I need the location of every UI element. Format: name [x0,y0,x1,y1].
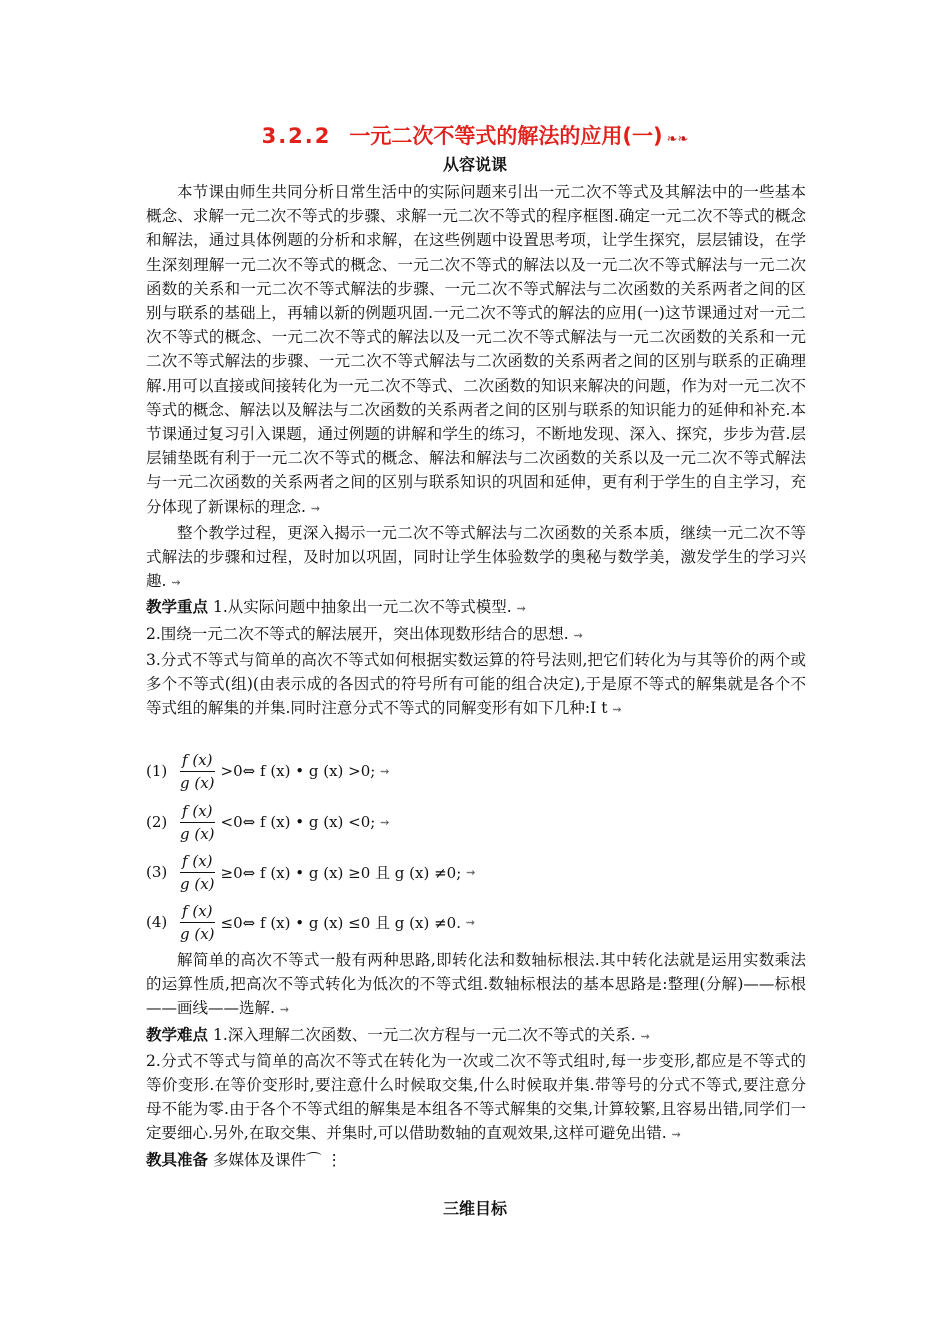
difficulty-block [146,948,806,1172]
paragraph-mark-icon: ⇝ [573,628,583,642]
paragraph-mark-icon: ⇝ [516,602,526,616]
focus-item-3: 3.分式不等式与简单的高次不等式如何根据实数运算的符号法则,把它们转化为与其等价的两个或多个不等式(组)(由表示成的各因式的符号所有可能的组合决定),于是原不等式的解集就是各个不等式组的解集的并集.同时注意分式不等式的同解变形有如下几种:I t ⇝ [146,650,806,718]
tools-line: 教具准备 多媒体及课件⌒ ⋮ [146,1150,342,1169]
paragraph-mark-icon: ⇝ [466,865,476,879]
formula-4: (4) $\frac{f (x)}{g (x)}$ ≤0⇔ f (x) • g (x) ≤0 且 g (x) ≠0. ⇝ [146,901,475,943]
focus-label: 教学重点 [146,598,209,617]
intro-block [146,180,806,722]
paragraph-mark-icon: ⇝ [612,703,622,717]
section-number: 3.2.2 [261,124,332,148]
high-order-paragraph: 解简单的高次不等式一般有两种思路,即转化法和数轴标根法.其中转化法就是运用实数乘法的运算性质,把高次不等式转化为低次的不等式组.数轴标根法的基本思路是:整理(分解)——标根——画线——选解. ⇝ [146,951,806,1018]
paragraph-mark-icon: ⇝ [310,501,321,515]
section-heading: 三维目标 [442,1199,507,1218]
paragraph-mark-icon: ⇝ [171,576,181,590]
subtitle: 从容说课 [442,155,507,174]
process-paragraph: 整个教学过程，更深入揭示一元二次不等式解法与二次函数的关系本质，继续一元二次不等式解法的步骤和过程，及时加以巩固，同时让学生体验数学的奥秘与数学美，激发学生的学习兴趣. ⇝ [146,523,806,591]
paragraph-mark-icon: ⇝ [640,1029,650,1043]
difficulty-item-2: 2.分式不等式与简单的高次不等式在转化为一次或二次不等式组时,每一步变形,都应是不等式的等价变形.在等价变形时,要注意什么时候取交集,什么时候取并集.带等号的分式不等式,要注意分母不能为零.由于各个不等式组的解集是本组各不等式解集的交集,计算较繁,且容易出错,同学们一定要细心.另外,在取交集、并集时,可以借助数轴的直观效果,这样可避免出错. ⇝ [146,1051,806,1143]
paragraph-mark-icon: ⇝ [279,1003,290,1017]
formula-2: (2) $\frac{f (x)}{g (x)}$ <0⇔ f (x) • g (x) <0; ⇝ [146,801,390,843]
paragraph-mark-icon: ⇝ [380,764,390,778]
paragraph-mark-icon: ⇝ [671,1128,681,1142]
decoration-icon: ❧❧ [666,132,689,147]
formula-3: (3) $\frac{f (x)}{g (x)}$ ≥0⇔ f (x) • g (x) ≥0 且 g (x) ≠0; ⇝ [146,851,476,893]
difficulty-item-1: 教学难点 1.深入理解二次函数、一元二次方程与一元二次不等式的关系. ⇝ [146,1025,650,1044]
tools-tail: ⌒ ⋮ [305,1150,342,1169]
intro-paragraph: 本节课由师生共同分析日常生活中的实际问题来引出一元二次不等式及其解法中的一些基本概念、求解一元二次不等式的步骤、求解一元二次不等式的程序框图.确定一元二次不等式的概念和解法，通过具体例题的分析和求解，在这些例题中设置思考项，让学生探究，层层铺设，在学生深刻理解一元二次不等式的概念、一元二次不等式的解法以及一元二次不等式解法与一元二次函数的关系和一元二次不等式解法的步骤、一元二次不等式解法与二次函数的关系两者之间的区别与联系的基础上，再辅以新的例题巩固.一元二次不等式的解法的应用(一)这节课通过对一元二次不等式的概念、一元二次不等式的解法以及一元二次不等式解法与一元二次函数的关系和一元二次不等式解法的步骤、一元二次不等式解法与二次函数的关系两者之间的区别与联系的正确理解.用可以直接或间接转化为一元二次不等式、二次函数的知识来解决的问题，作为对一元二次不等式的概念、解法以及解法与二次函数的关系两者之间的区别与联系的知识能力的延伸和补充.本节课通过复习引入课题，通过例题的讲解和学生的练习，不断地发现、深入、探究，步步为营.层层铺垫既有利于一元二次不等式的概念、解法和解法与二次函数的关系以及一元二次不等式解法与一元二次函数的关系两者之间的区别与联系知识的巩固和延伸，更有利于学生的自主学习，充分体现了新课标的理念. ⇝ [146,183,806,516]
focus-item-2: 2.围绕一元二次不等式的解法展开，突出体现数形结合的思想. ⇝ [146,624,583,643]
title-text: 一元二次不等式的解法的应用(一) [349,124,663,148]
formula-1: (1) $\frac{f (x)}{g (x)}$ >0⇔ f (x) • g (x) >0; ⇝ [146,750,390,792]
paragraph-mark-icon: ⇝ [465,915,475,929]
focus-item-3-tail: I t [590,699,608,718]
document-title [0,122,950,154]
focus-item-1: 教学重点 1.从实际问题中抽象出一元二次不等式模型. ⇝ [146,598,526,617]
tools-label: 教具准备 [146,1150,209,1169]
difficulty-label: 教学难点 [146,1025,209,1044]
paragraph-mark-icon: ⇝ [380,815,390,829]
